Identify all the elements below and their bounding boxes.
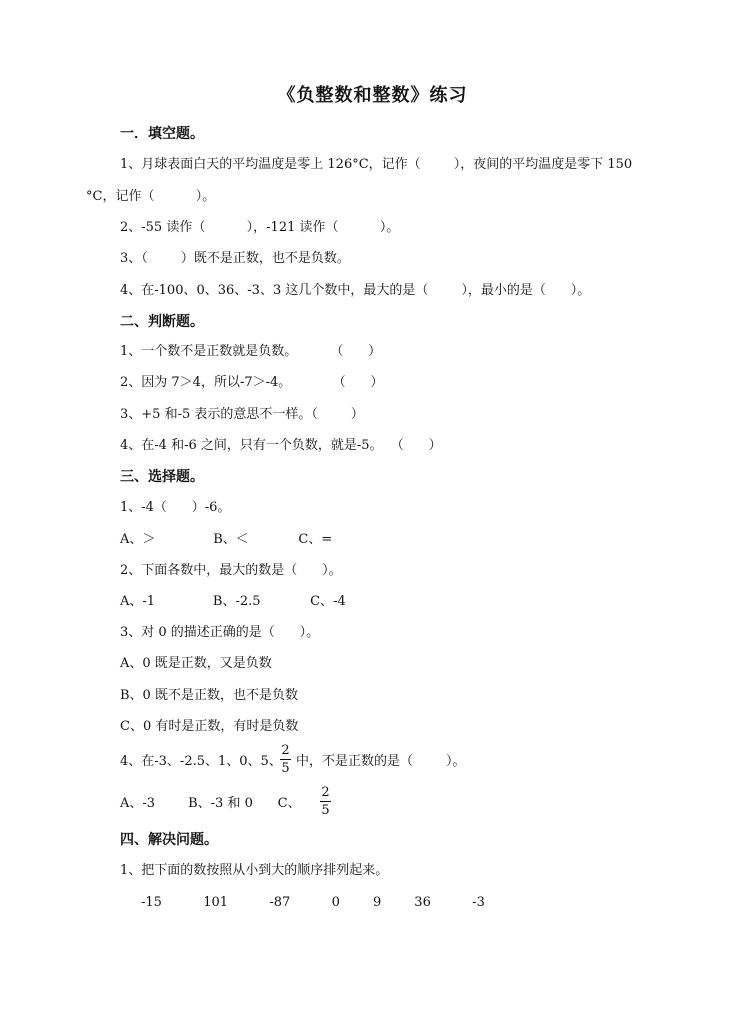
- question-3-1-options: A、＞ B、＜ C、=: [120, 532, 333, 547]
- question-2-3: 3、+5 和-5 表示的意思不一样。（ ）: [120, 407, 364, 422]
- section-heading-problem-solving: 四、解决问题。: [120, 832, 218, 848]
- question-3-2-options: A、-1 B、-2.5 C、-4: [120, 594, 346, 609]
- section-heading-multiple-choice: 三、选择题。: [120, 469, 204, 485]
- fraction-numerator: 2: [281, 743, 290, 758]
- question-3-3-option-a: A、0 既是正数，又是负数: [120, 656, 272, 671]
- fraction-two-fifths: [280, 743, 291, 776]
- question-1-1-line-2: °C，记作（ ）。: [86, 189, 216, 204]
- question-2-2: 2、因为 7＞4，所以-7＞-4。 （ ）: [120, 375, 384, 390]
- page-title: 《负整数和整数》练习: [277, 85, 468, 106]
- question-1-4: 4、在-100、0、36、-3、3 这几个数中，最大的是（ ），最小的是（ ）。: [120, 283, 591, 298]
- question-2-4: 4、在-4 和-6 之间，只有一个负数，就是-5。 （ ）: [120, 438, 442, 453]
- question-1-3: 3、（ ）既不是正数，也不是负数。: [120, 251, 350, 266]
- question-4-1: 1、把下面的数按照从小到大的顺序排列起来。: [120, 863, 389, 878]
- question-3-4-prefix: 4、在-3、-2.5、1、0、5、: [120, 754, 282, 769]
- question-2-1: 1、一个数不是正数就是负数。 （ ）: [120, 344, 382, 359]
- fraction-denominator: 5: [321, 803, 330, 818]
- question-3-1: 1、-4（ ）-6。: [120, 500, 231, 515]
- number-list: -15 101 -87 0 9 36 -3: [141, 895, 485, 910]
- question-3-4-options: A、-3 B、-3 和 0 C、: [120, 796, 301, 811]
- section-heading-fill-blank: 一．填空题。: [120, 126, 204, 142]
- fraction-bar: [280, 759, 291, 760]
- section-heading-true-false: 二、判断题。: [120, 314, 204, 330]
- fraction-numerator: 2: [321, 785, 330, 800]
- question-3-4-suffix: 中，不是正数的是（ ）。: [296, 754, 466, 769]
- question-3-2: 2、下面各数中，最大的数是（ ）。: [120, 563, 342, 578]
- question-3-3-option-c: C、0 有时是正数，有时是负数: [120, 719, 299, 734]
- fraction-bar: [320, 801, 331, 802]
- question-1-2: 2、-55 读作（ ），-121 读作（ ）。: [120, 220, 400, 235]
- question-1-1-line-1: 1、月球表面白天的平均温度是零上 126°C，记作（ ），夜间的平均温度是零下 150: [120, 157, 633, 172]
- option-c-fraction: [320, 785, 331, 818]
- fraction-denominator: 5: [281, 761, 290, 776]
- question-3-3: 3、对 0 的描述正确的是（ ）。: [120, 625, 320, 640]
- question-3-3-option-b: B、0 既不是正数，也不是负数: [120, 688, 298, 703]
